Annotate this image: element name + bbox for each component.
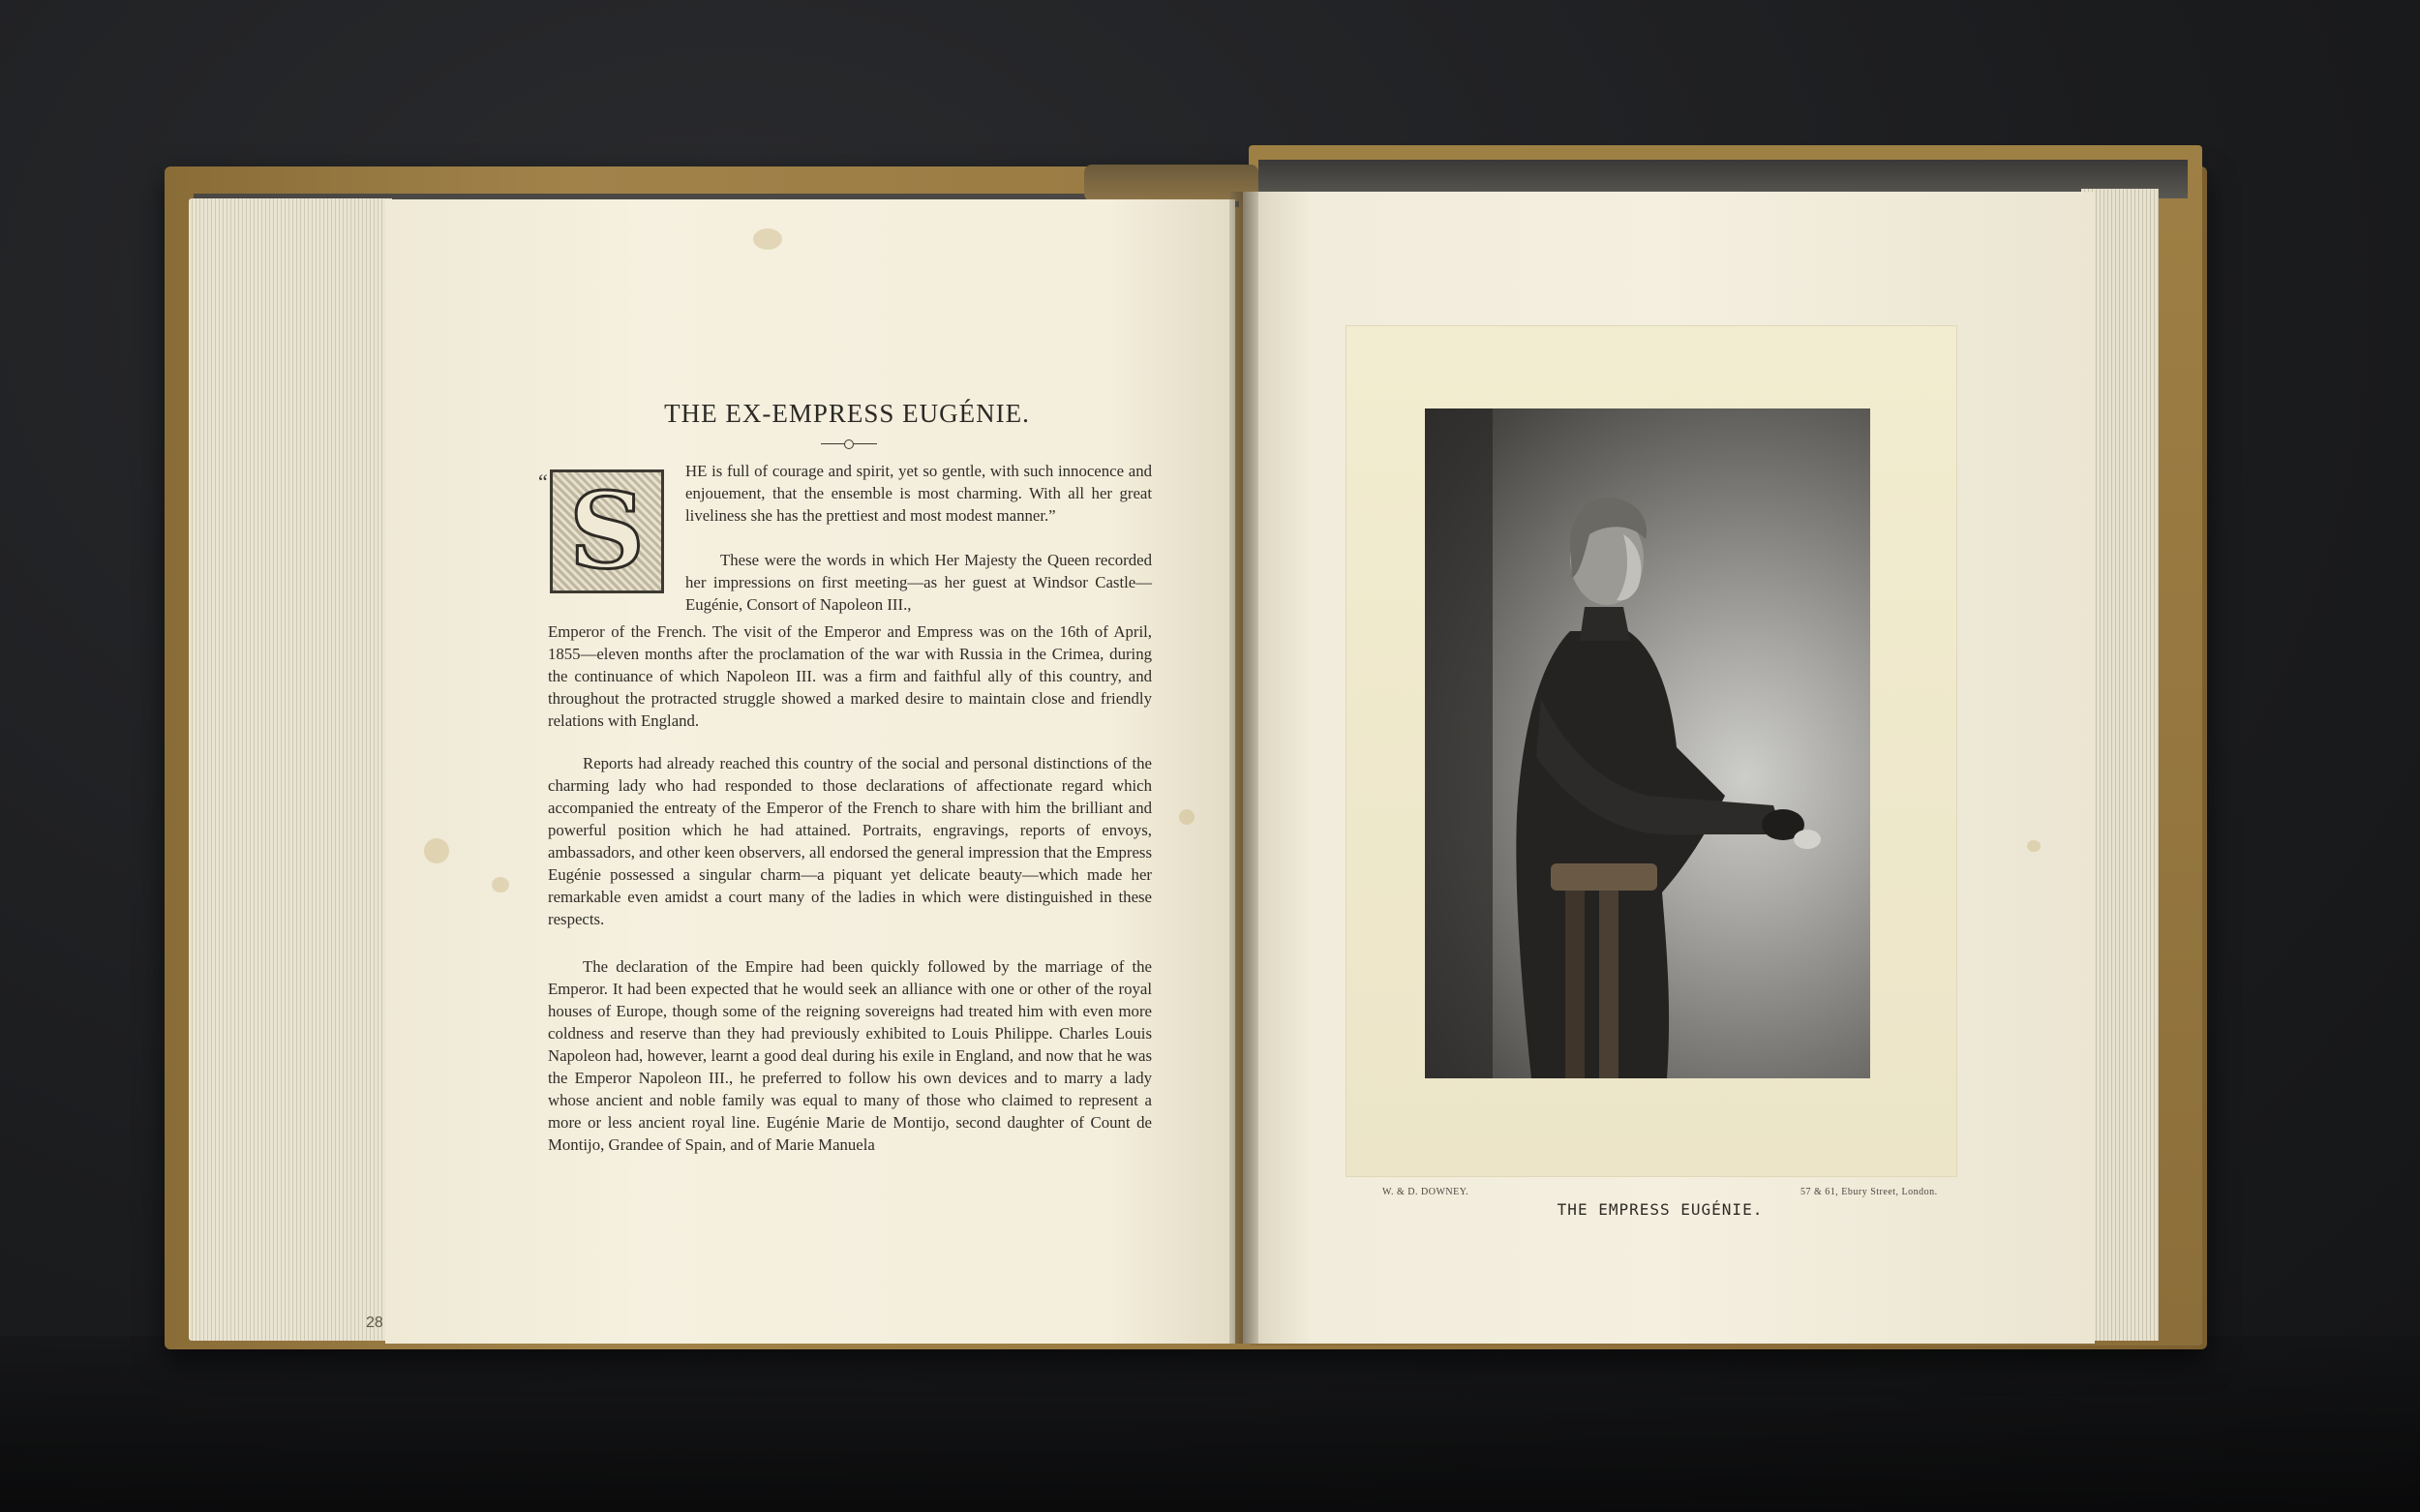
foxing-spot (492, 877, 509, 892)
table-shadow (0, 1336, 2420, 1512)
book-gutter (1229, 192, 1258, 1344)
photographer-credit: W. & D. DOWNEY. (1382, 1187, 1469, 1197)
foxing-spot (424, 838, 449, 863)
paragraph-visit: Emperor of the French. The visit of the Emperor and Empress was on the 16th of April, 1855—eleven months after the proclamation of the war with Russia in the Crimea, during the continuance of which Napoleon III. was a firm and faithful ally of this country, and throughout the protracted struggle showed a marked desire to maintain close and friendly relations with England. (548, 622, 1152, 730)
foxing-spot (1179, 809, 1195, 825)
chapter-title: THE EX-EMPRESS EUGÉNIE. (664, 399, 1030, 428)
page-number: 28 (366, 1315, 383, 1331)
portrait-photograph (1425, 408, 1870, 1078)
paragraph-declaration: The declaration of the Empire had been quickly followed by the marriage of the Emperor. It had been expected that he would seek an alliance with one or other of the royal houses of Europe, though some of the reigning sovereigns had treated him with even more coldness and reserve than they had previously exhibited to Louis Philippe. Charles Louis Napoleon had, however, learnt a good deal during his exile in England, and now that he was the Emperor Napoleon III., he preferred to follow his own devices and to marry a lady whose ancient and noble family was equal to many of those who claimed to represent a more or less ancient royal line. Eugénie Marie de Montijo, second daughter of Count de Montijo, Grandee of Spain, and of Marie Manuela (548, 957, 1152, 1154)
paragraph-queen-words: These were the words in which Her Majesty the Queen recorded her impressions on first meeting—as her guest at Windsor Castle—Eugénie, Consort of Napoleon III., (685, 551, 1152, 614)
paragraph-reports: Reports had already reached this country of the social and personal distinctions of the charming lady who had responded to those declarations of affectionate regard which accompanied the entreaty of the Emperor of the French to share with him the brilliant and powerful position which he had attained. Portraits, engravings, reports of envoys, ambassadors, and other keen observers, all endorsed the general impression that the Empress Eugénie possessed a singular charm—a piquant yet delicate beauty—which made her remarkable even amidst a court many of the ladies in which were distinguished in these respects. (548, 754, 1152, 928)
opening-quote-mark: “ (538, 469, 548, 494)
drop-cap-letter: S (569, 470, 645, 592)
foxing-spot (2027, 840, 2041, 852)
foxing-spot (753, 228, 782, 250)
ornamental-drop-cap (550, 469, 664, 593)
portrait-figure (1425, 408, 1870, 1078)
studio-address: 57 & 61, Ebury Street, London. (1800, 1187, 1938, 1197)
page-edges-left (189, 198, 392, 1341)
title-ornament (821, 443, 877, 448)
paragraph-opening: HE is full of courage and spirit, yet so gentle, with such innocence and enjouement, that the ensemble is most charming. With all her great liveliness she has the prettiest and most modest manner.” (685, 462, 1152, 525)
plate-caption: THE EMPRESS EUGÉNIE. (1557, 1200, 1764, 1219)
